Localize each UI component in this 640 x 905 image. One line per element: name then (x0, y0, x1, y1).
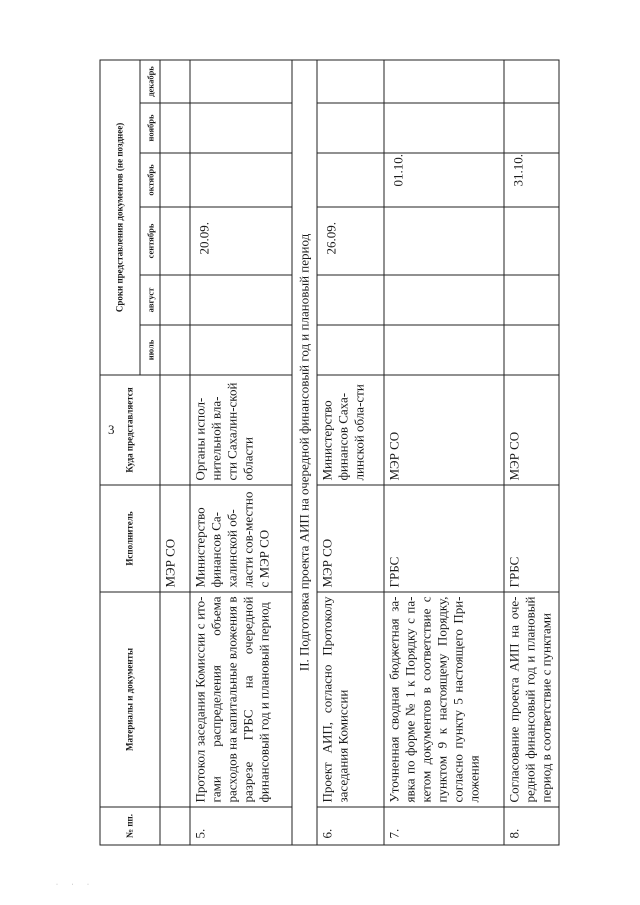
month-october: октябрь (140, 153, 160, 207)
page-number: 3 (108, 422, 115, 437)
header-deadlines: Сроки представления документов (не позднее) (100, 60, 140, 375)
materials-cell: Уточненная сводная бюджетная за-явка по форме № 1 к Порядку с па-кетом документов в соответствие с пунктом 9 к настоящему Порядку, согласно пункту 5 настоящего При-ложения (384, 592, 504, 807)
month-november: ноябрь (140, 103, 160, 153)
executor-cell: МЭР СО (317, 485, 384, 592)
row-number: 8. (504, 807, 559, 845)
header-materials: Материалы и документы (100, 592, 160, 807)
materials-cell: Согласование проекта АИП на оче-редной финансовый год и плановый период в соответствие с пунктами (504, 592, 559, 807)
row-number: 6. (317, 807, 384, 845)
deadline-cell: 26.09. (317, 207, 384, 275)
document-table (100, 59, 560, 845)
executor-cell: Министерство финансов Са-халинской об-ласти сов-местно с МЭР СО (190, 485, 292, 592)
where-cell: Органы испол-нительной вла-сти Сахалин-ской области (190, 375, 292, 485)
table-row (317, 60, 384, 845)
header-num: № пп. (100, 807, 160, 845)
row-number: 5. (190, 807, 292, 845)
section-row (292, 60, 317, 845)
deadline-cell: 20.09. (190, 207, 292, 275)
materials-cell: Проект АИП, согласно Протоколу заседания Комиссии (317, 592, 384, 807)
where-cell: МЭР СО (384, 375, 504, 485)
scan-specks: · · · (56, 882, 95, 888)
table-row (384, 60, 504, 845)
materials-cell: Протокол заседания Комиссии с ито-гами распределения объема расходов на капитальные вложения в разрезе ГРБС на очередной финансовый год и плановый период (190, 592, 292, 807)
executor-cell: ГРБС (504, 485, 559, 592)
where-cell: Министерство финансов Саха-линской обла-сти (317, 375, 384, 485)
month-july: июль (140, 325, 160, 375)
month-august: август (140, 275, 160, 325)
header-where: Куда представляется (100, 375, 160, 485)
header-executor: Исполнитель (100, 485, 160, 592)
month-september: сентябрь (140, 207, 160, 275)
table-row (190, 60, 292, 845)
table-row (160, 60, 190, 845)
month-december: декабрь (140, 60, 160, 103)
executor-cell: МЭР СО (160, 485, 190, 592)
rotated-table-sheet (100, 61, 555, 846)
deadline-cell: 01.10. (384, 153, 504, 207)
where-cell: МЭР СО (504, 375, 559, 485)
section-title: II. Подготовка проекта АИП на очередной финансовый год и плановый период (292, 60, 317, 845)
deadline-cell: 31.10. (504, 153, 559, 207)
table-row (504, 60, 559, 845)
executor-cell: ГРБС (384, 485, 504, 592)
row-number: 7. (384, 807, 504, 845)
